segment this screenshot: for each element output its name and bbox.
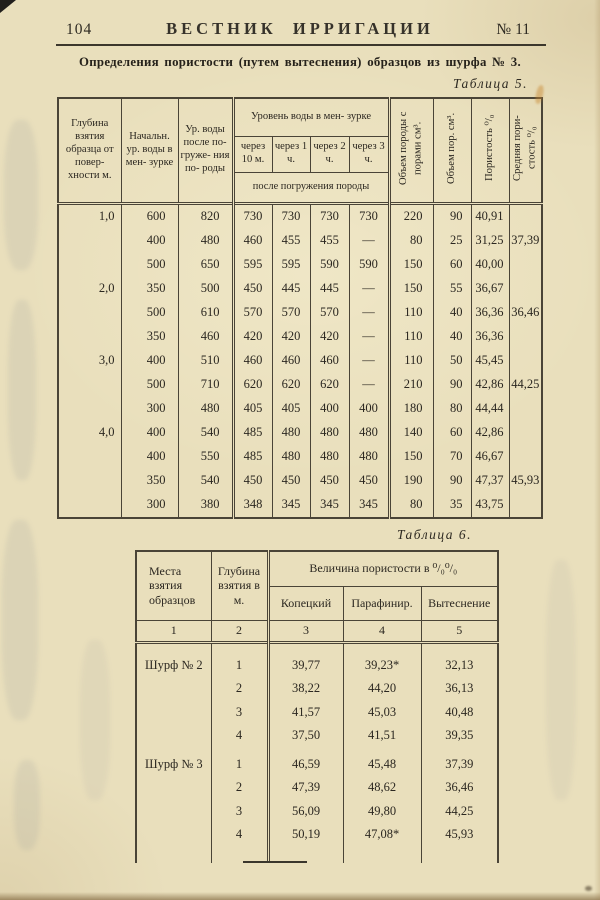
table-cell: 445 — [310, 277, 349, 301]
table-cell: 41,57 — [268, 701, 343, 725]
table-cell: 39,77 — [268, 642, 343, 677]
table-cell — [136, 823, 211, 863]
table-cell: 110 — [389, 349, 433, 373]
table-cell: 500 — [121, 373, 178, 397]
table-cell: 80 — [389, 493, 433, 518]
table-cell: 485 — [233, 445, 272, 469]
scan-corner-artifact — [0, 0, 16, 13]
table-cell: 610 — [178, 301, 233, 325]
col-header-depth: Глубина взятия образца от повер- хности м. — [58, 98, 121, 203]
footnote-divider — [243, 861, 307, 863]
table-row — [136, 823, 498, 863]
col-header-paraffin: Парафинир. — [343, 586, 421, 620]
table-cell: 42,86 — [471, 421, 509, 445]
table-row — [58, 421, 542, 445]
table-cell: 60 — [433, 253, 471, 277]
table-cell: 4,0 — [58, 421, 121, 445]
col-header-pore-volume: Объем пор. см³. — [433, 98, 471, 203]
table-cell: 650 — [178, 253, 233, 277]
table-cell: 300 — [121, 493, 178, 518]
table-cell: 420 — [310, 325, 349, 349]
table-cell — [509, 421, 542, 445]
table-cell: 460 — [233, 349, 272, 373]
table-cell: 150 — [389, 445, 433, 469]
table-cell: 400 — [349, 397, 389, 421]
table-cell: 37,50 — [268, 724, 343, 748]
table-cell: 445 — [272, 277, 310, 301]
table-cell: 36,13 — [421, 677, 498, 701]
table-cell: 550 — [178, 445, 233, 469]
table-cell: 2 — [211, 776, 268, 800]
table-cell: 345 — [349, 493, 389, 518]
table-cell: 1,0 — [58, 203, 121, 229]
table-cell: 570 — [233, 301, 272, 325]
ink-bleed-through — [546, 560, 576, 800]
table-cell: 45,45 — [471, 349, 509, 373]
table-row — [58, 301, 542, 325]
table-cell: 600 — [121, 203, 178, 229]
table-cell: 380 — [178, 493, 233, 518]
table-cell: 39,35 — [421, 724, 498, 748]
table-cell — [58, 253, 121, 277]
table-cell — [58, 397, 121, 421]
table5-caption: Таблица 5. — [452, 76, 528, 91]
table-cell: — — [349, 277, 389, 301]
table-cell: 1 — [211, 642, 268, 677]
table-cell — [509, 253, 542, 277]
table-cell: 730 — [272, 203, 310, 229]
table-cell: 190 — [389, 469, 433, 493]
table-cell — [58, 493, 121, 518]
article-title: Определения пористости (путем вытеснения) образцов из шурфа № 3. — [79, 55, 521, 69]
table-cell: 25 — [433, 229, 471, 253]
table-cell: 36,67 — [471, 277, 509, 301]
table-cell: 300 — [121, 397, 178, 421]
table-cell: 32,13 — [421, 642, 498, 677]
table-cell: 37,39 — [421, 748, 498, 777]
table-cell: 480 — [178, 229, 233, 253]
table-cell — [509, 203, 542, 229]
col-header-place: Места взятия образцов — [136, 551, 211, 620]
table-cell: 60 — [433, 421, 471, 445]
table-cell: 46,67 — [471, 445, 509, 469]
table-cell — [136, 776, 211, 800]
table-cell — [509, 277, 542, 301]
table-cell: 450 — [272, 469, 310, 493]
table-cell: 350 — [121, 325, 178, 349]
table-cell: 44,25 — [509, 373, 542, 397]
col-group-water-level: Уровень воды в мен- зурке — [233, 98, 389, 136]
col-header-porosity: Пористость ⁰/₀ — [471, 98, 509, 203]
table-cell: 570 — [272, 301, 310, 325]
table-cell — [509, 397, 542, 421]
table-cell: 480 — [349, 445, 389, 469]
ink-bleed-through — [4, 120, 38, 270]
table-cell: 45,48 — [343, 748, 421, 777]
table-cell: 450 — [349, 469, 389, 493]
table-cell: 45,93 — [421, 823, 498, 863]
table-cell: 2,0 — [58, 277, 121, 301]
table-cell: 485 — [233, 421, 272, 445]
table-cell: 4 — [211, 724, 268, 748]
table-cell: 620 — [310, 373, 349, 397]
ink-bleed-through — [14, 760, 40, 850]
table-cell: 620 — [233, 373, 272, 397]
table-cell: 37,39 — [509, 229, 542, 253]
table-cell: 38,22 — [268, 677, 343, 701]
col-header-depth: Глубина взятия в м. — [211, 551, 268, 620]
ink-bleed-through — [80, 640, 110, 800]
table-cell: 450 — [310, 469, 349, 493]
scan-right-edge — [594, 0, 600, 900]
table-cell: 3,0 — [58, 349, 121, 373]
ink-bleed-through — [2, 520, 38, 720]
paper-stain — [534, 84, 545, 104]
masthead-rule — [56, 44, 546, 46]
table-cell: 2 — [211, 677, 268, 701]
table-cell: 480 — [272, 445, 310, 469]
table-cell: 46,59 — [268, 748, 343, 777]
table-cell: 345 — [310, 493, 349, 518]
table-cell: 110 — [389, 301, 433, 325]
table-cell: 590 — [349, 253, 389, 277]
table-cell: 350 — [121, 277, 178, 301]
table-cell: 36,36 — [471, 301, 509, 325]
table-cell: 36,46 — [421, 776, 498, 800]
table-cell: 405 — [272, 397, 310, 421]
table-cell: 47,37 — [471, 469, 509, 493]
table-cell: 730 — [233, 203, 272, 229]
table-cell: 49,80 — [343, 800, 421, 824]
col-header-displacement: Вытеснение — [421, 586, 498, 620]
table-cell: — — [349, 373, 389, 397]
table-row — [58, 397, 542, 421]
table-cell: 44,25 — [421, 800, 498, 824]
table-cell: 710 — [178, 373, 233, 397]
column-number-row — [136, 620, 498, 642]
table-cell — [58, 229, 121, 253]
table-cell: 45,03 — [343, 701, 421, 725]
table-cell: 80 — [389, 229, 433, 253]
table-cell: 345 — [272, 493, 310, 518]
table-cell: 460 — [272, 349, 310, 373]
table-cell: 820 — [178, 203, 233, 229]
col-header-kopecky: Копецкий — [268, 586, 343, 620]
table-cell: 400 — [310, 397, 349, 421]
table-cell: 450 — [233, 277, 272, 301]
table-cell — [509, 349, 542, 373]
table-cell: 50 — [433, 349, 471, 373]
column-number: 3 — [268, 620, 343, 642]
table-cell: — — [349, 229, 389, 253]
table-row — [136, 724, 498, 748]
col-group-porosity-value: Величина пористости в ⁰/₀⁰/₀ — [268, 551, 498, 586]
scan-speck — [585, 886, 592, 891]
table-cell: 90 — [433, 203, 471, 229]
col-header-rock-volume: Объем породы с порами см³. — [389, 98, 433, 203]
table-cell: 90 — [433, 469, 471, 493]
table-cell: 48,62 — [343, 776, 421, 800]
table-cell: 40,91 — [471, 203, 509, 229]
col-header-after-1h: через 1 ч. — [272, 136, 310, 172]
table-row — [136, 642, 498, 677]
table-cell: — — [349, 349, 389, 373]
table-cell: 3 — [211, 701, 268, 725]
table-cell: 450 — [233, 469, 272, 493]
table-cell: 4 — [211, 823, 268, 863]
table-cell: Шурф № 3 — [136, 748, 211, 777]
table-row — [58, 203, 542, 229]
col-header-initial-level: Начальн. ур. воды в мен- зурке — [121, 98, 178, 203]
table-cell: 36,46 — [509, 301, 542, 325]
table-cell — [58, 469, 121, 493]
table-cell: 47,08* — [343, 823, 421, 863]
table-cell: 150 — [389, 277, 433, 301]
table-cell: 460 — [178, 325, 233, 349]
table-cell: 420 — [233, 325, 272, 349]
table-cell: 35 — [433, 493, 471, 518]
table-cell: 460 — [233, 229, 272, 253]
table-cell: 480 — [349, 421, 389, 445]
table-cell: 40,48 — [421, 701, 498, 725]
table-cell — [58, 373, 121, 397]
table-cell: 590 — [310, 253, 349, 277]
table-cell: 460 — [310, 349, 349, 373]
column-number: 2 — [211, 620, 268, 642]
porosity-measurements-table — [57, 97, 543, 519]
col-header-avg-porosity: Средняя пори- стость ⁰/₀ — [509, 98, 542, 203]
table-cell: 42,86 — [471, 373, 509, 397]
table-row — [58, 445, 542, 469]
table-cell — [509, 445, 542, 469]
table-cell — [509, 325, 542, 349]
table-row — [136, 748, 498, 777]
table-cell: 40 — [433, 325, 471, 349]
table-cell: 480 — [310, 421, 349, 445]
table-cell: 400 — [121, 421, 178, 445]
table-cell: 500 — [121, 253, 178, 277]
table-cell: — — [349, 301, 389, 325]
table-cell: 55 — [433, 277, 471, 301]
table-header-row — [136, 551, 498, 586]
table-cell: 595 — [233, 253, 272, 277]
table-cell: 730 — [349, 203, 389, 229]
table-cell: 480 — [310, 445, 349, 469]
table-cell: 70 — [433, 445, 471, 469]
table-cell: 90 — [433, 373, 471, 397]
ink-bleed-through — [8, 300, 36, 480]
table-cell: 510 — [178, 349, 233, 373]
table-cell: 36,36 — [471, 325, 509, 349]
table-row — [136, 677, 498, 701]
table-cell: 210 — [389, 373, 433, 397]
table-cell: 620 — [272, 373, 310, 397]
scan-bottom-edge — [0, 892, 600, 900]
table-cell: 40,00 — [471, 253, 509, 277]
table-cell: 595 — [272, 253, 310, 277]
table-cell: — — [349, 325, 389, 349]
table-cell: 44,44 — [471, 397, 509, 421]
table-cell: 31,25 — [471, 229, 509, 253]
table-cell: 540 — [178, 421, 233, 445]
table-cell: 480 — [178, 397, 233, 421]
column-number: 5 — [421, 620, 498, 642]
table-cell: 80 — [433, 397, 471, 421]
col-header-after-3h: через 3 ч. — [349, 136, 389, 172]
table-cell: 400 — [121, 229, 178, 253]
table-cell: 150 — [389, 253, 433, 277]
table6-caption: Таблица 6. — [396, 527, 472, 542]
col-group-after-immersion: после погружения породы — [233, 172, 389, 203]
table-cell — [136, 724, 211, 748]
table-cell — [509, 493, 542, 518]
table-cell: 47,39 — [268, 776, 343, 800]
page-number: 104 — [66, 21, 93, 38]
table-cell: 41,51 — [343, 724, 421, 748]
table-header-row — [58, 98, 542, 136]
table-cell: 480 — [272, 421, 310, 445]
table-cell: 540 — [178, 469, 233, 493]
table-row — [136, 701, 498, 725]
porosity-comparison-table — [135, 550, 499, 863]
table-cell — [58, 325, 121, 349]
table-cell: 140 — [389, 421, 433, 445]
table-cell: 455 — [272, 229, 310, 253]
table-row — [58, 325, 542, 349]
table-cell: 44,20 — [343, 677, 421, 701]
table-row — [58, 277, 542, 301]
table-cell: 420 — [272, 325, 310, 349]
table-cell: 570 — [310, 301, 349, 325]
table-row — [58, 469, 542, 493]
table-cell — [136, 800, 211, 824]
col-header-after-10m: через 10 м. — [233, 136, 272, 172]
table-cell: 500 — [178, 277, 233, 301]
table-cell: 50,19 — [268, 823, 343, 863]
table-cell: 1 — [211, 748, 268, 777]
table-row — [136, 800, 498, 824]
table-row — [58, 373, 542, 397]
table-cell: 40 — [433, 301, 471, 325]
table-cell: 730 — [310, 203, 349, 229]
table-cell: 180 — [389, 397, 433, 421]
table-cell: 110 — [389, 325, 433, 349]
table-row — [58, 253, 542, 277]
table-row — [58, 349, 542, 373]
col-header-after-2h: через 2 ч. — [310, 136, 349, 172]
table-cell: 500 — [121, 301, 178, 325]
table-cell: 455 — [310, 229, 349, 253]
table-cell: 43,75 — [471, 493, 509, 518]
issue-number: № 11 — [496, 21, 530, 38]
table-row — [136, 776, 498, 800]
table-cell — [58, 445, 121, 469]
journal-title: ВЕСТНИК ИРРИГАЦИИ — [166, 19, 434, 38]
table-cell — [136, 677, 211, 701]
table-cell: 3 — [211, 800, 268, 824]
table-cell: 405 — [233, 397, 272, 421]
table-cell: 350 — [121, 469, 178, 493]
table-cell: Шурф № 2 — [136, 642, 211, 677]
table-cell — [58, 301, 121, 325]
table-cell — [136, 701, 211, 725]
table-row — [58, 493, 542, 518]
col-header-level-after: Ур. воды после по- груже- ния по- роды — [178, 98, 233, 203]
table-cell: 45,93 — [509, 469, 542, 493]
column-number: 1 — [136, 620, 211, 642]
table-row — [58, 229, 542, 253]
table-cell: 400 — [121, 349, 178, 373]
column-number: 4 — [343, 620, 421, 642]
table-cell: 56,09 — [268, 800, 343, 824]
table-cell: 220 — [389, 203, 433, 229]
table-cell: 400 — [121, 445, 178, 469]
table-cell: 348 — [233, 493, 272, 518]
table-cell: 39,23* — [343, 642, 421, 677]
